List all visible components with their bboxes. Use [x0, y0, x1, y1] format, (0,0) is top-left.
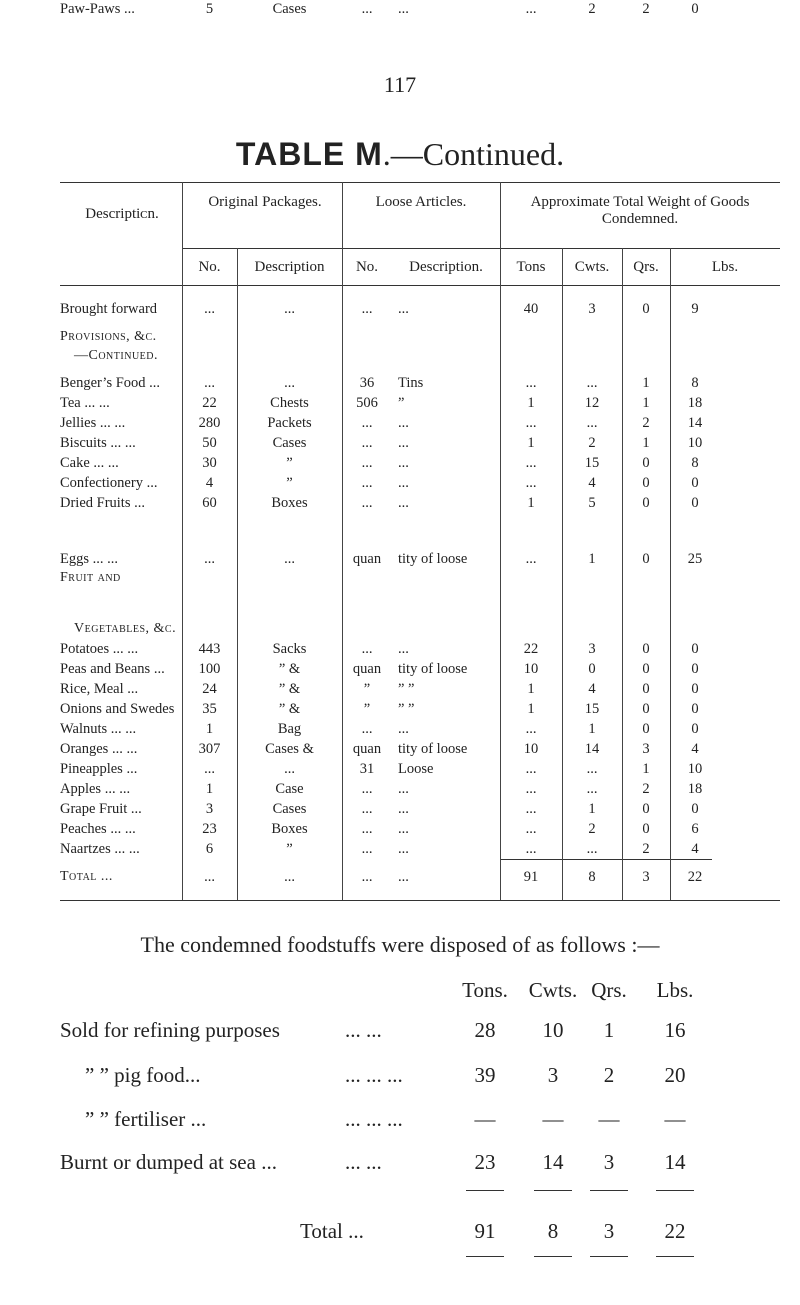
disposal-sum-rule	[656, 1190, 694, 1191]
table-cell-pdesc: Boxes	[271, 495, 308, 511]
table-cell-ldesc: ...	[398, 721, 409, 737]
table-cell-pno: 6	[205, 841, 214, 857]
table-cell-qrs: 2	[642, 781, 650, 797]
table-row-description: Tea ... ...	[60, 395, 110, 411]
table-cell-ldesc: Loose	[398, 761, 434, 777]
table-cell-pdesc: ”	[286, 455, 293, 471]
disposal-value: 39	[474, 1063, 496, 1087]
total-cell-ldesc: ...	[398, 869, 409, 885]
table-cell-cwts: 4	[588, 681, 596, 697]
section-heading: Provisions, &c.	[60, 329, 157, 344]
disposal-total-value: 8	[547, 1219, 559, 1243]
table-row-description: Pineapples ...	[60, 761, 138, 777]
table-top-rule	[60, 182, 780, 183]
table-cell-tons: 1	[527, 435, 535, 451]
table-cell-ldesc: ” ”	[398, 681, 415, 697]
table-cell-pno: 5	[205, 1, 214, 17]
table-row-description: Biscuits ... ...	[60, 435, 136, 451]
table-cell-cwts: 4	[588, 475, 596, 491]
table-row-description: Apples ... ...	[60, 781, 131, 797]
table-cell-lbs: 8	[691, 455, 699, 471]
table-cell-pdesc: ”	[286, 841, 293, 857]
table-cell-qrs: 0	[642, 475, 650, 491]
table-cell-tons: ...	[525, 761, 537, 777]
table-cell-pno: ...	[204, 551, 215, 567]
table-cell-tons: 22	[523, 641, 539, 657]
table-cell-lno: 31	[359, 761, 375, 777]
header-group-rule	[182, 248, 780, 249]
table-row-description: Walnuts ... ...	[60, 721, 137, 737]
table-cell-pdesc: ...	[284, 301, 295, 317]
disposal-sum-rule	[590, 1190, 628, 1191]
table-cell-ldesc: ...	[398, 641, 409, 657]
table-cell-tons: 1	[527, 395, 535, 411]
table-cell-cwts: ...	[586, 841, 598, 857]
page-number: 117	[383, 72, 417, 97]
table-row-description: Eggs ... ...	[60, 551, 118, 567]
table-cell-pdesc: ” &	[278, 701, 301, 717]
table-cell-lno: ...	[361, 455, 373, 471]
table-cell-lbs: 25	[687, 551, 703, 567]
total-cell-qrs: 3	[642, 869, 650, 885]
table-cell-tons: ...	[525, 1, 537, 17]
table-cell-lno: ...	[361, 1, 373, 17]
disposal-row-leader: ... ...	[345, 1150, 382, 1174]
disposal-value: 16	[664, 1018, 686, 1042]
table-cell-cwts: 2	[588, 821, 596, 837]
table-cell-lno: 36	[359, 375, 375, 391]
disposal-value: 10	[542, 1018, 564, 1042]
disposal-value: 3	[603, 1150, 615, 1174]
subheader-loose-description: Description.	[409, 259, 483, 275]
disposal-row-label: ” ” fertiliser ...	[85, 1107, 207, 1131]
table-cell-lno: ...	[361, 415, 373, 431]
table-cell-lbs: 0	[691, 661, 699, 677]
table-cell-lbs: 0	[691, 1, 699, 17]
table-cell-pdesc: Bag	[277, 721, 302, 737]
table-cell-pdesc: Boxes	[271, 821, 308, 837]
table-cell-tons: ...	[525, 415, 537, 431]
table-cell-lbs: 10	[687, 435, 703, 451]
table-cell-pdesc: Cases	[272, 801, 307, 817]
table-cell-qrs: 1	[642, 435, 650, 451]
table-cell-cwts: 0	[588, 661, 596, 677]
table-row-description: Paw-Paws ...	[60, 1, 135, 17]
table-cell-cwts: 14	[584, 741, 600, 757]
table-cell-cwts: 12	[584, 395, 600, 411]
disposal-row-leader: ... ... ...	[345, 1107, 403, 1131]
table-cell-pno: 1	[205, 721, 214, 737]
table-cell-ldesc: tity of loose	[398, 661, 468, 677]
table-cell-cwts: 2	[588, 435, 596, 451]
table-cell-lno: ”	[363, 681, 371, 697]
table-cell-qrs: 0	[642, 641, 650, 657]
disposal-value: 1	[603, 1018, 615, 1042]
table-cell-lbs: 6	[691, 821, 699, 837]
table-cell-lno: quan	[352, 741, 382, 757]
table-cell-pno: 280	[198, 415, 221, 431]
table-cell-tons: 1	[527, 701, 535, 717]
table-cell-pdesc: ”	[286, 475, 293, 491]
table-cell-ldesc: ...	[398, 301, 409, 317]
table-cell-lno: ...	[361, 495, 373, 511]
disposal-total-rule	[590, 1256, 628, 1257]
subheader-loose-no: No.	[355, 259, 379, 275]
table-cell-tons: ...	[525, 551, 537, 567]
table-cell-qrs: 0	[642, 495, 650, 511]
total-cell-cwts: 8	[588, 869, 596, 885]
table-cell-ldesc: ”	[398, 395, 405, 411]
disposal-value: —	[474, 1107, 496, 1131]
table-cell-pdesc: ...	[284, 551, 295, 567]
table-cell-tons: ...	[525, 801, 537, 817]
table-cell-ldesc: ” ”	[398, 701, 415, 717]
table-cell-qrs: 0	[642, 721, 650, 737]
table-cell-ldesc: ...	[398, 475, 409, 491]
table-row-description: Benger’s Food ...	[60, 375, 161, 391]
subheader-lbs: Lbs.	[711, 259, 739, 275]
table-cell-lbs: 8	[691, 375, 699, 391]
table-cell-pdesc: Cases	[272, 435, 307, 451]
table-cell-qrs: 1	[642, 761, 650, 777]
table-cell-tons: ...	[525, 841, 537, 857]
table-cell-pno: 22	[202, 395, 217, 411]
table-cell-qrs: 2	[642, 415, 650, 431]
table-row-description: Potatoes ... ...	[60, 641, 139, 657]
disposal-value: 14	[542, 1150, 564, 1174]
table-cell-ldesc: ...	[398, 801, 409, 817]
table-cell-lbs: 0	[691, 475, 699, 491]
table-cell-lno: quan	[352, 551, 382, 567]
table-cell-lbs: 4	[691, 841, 699, 857]
title-table-id: TABLE M	[235, 136, 383, 172]
table-cell-pno: 30	[202, 455, 217, 471]
table-cell-qrs: 0	[642, 681, 650, 697]
table-cell-lbs: 0	[691, 721, 699, 737]
table-cell-cwts: ...	[586, 415, 598, 431]
table-cell-pdesc: Cases	[272, 1, 307, 17]
table-cell-cwts: 15	[584, 701, 600, 717]
disposal-total-value: 22	[664, 1219, 686, 1243]
table-cell-lbs: 0	[691, 801, 699, 817]
table-cell-pdesc: Sacks	[272, 641, 307, 657]
table-cell-ldesc: ...	[398, 781, 409, 797]
table-cell-lbs: 18	[687, 781, 703, 797]
table-cell-tons: ...	[525, 375, 537, 391]
table-cell-tons: ...	[525, 781, 537, 797]
disposal-column-header: Lbs.	[656, 978, 694, 1002]
table-row-description: Oranges ... ...	[60, 741, 138, 757]
table-cell-tons: 10	[523, 741, 539, 757]
table-cell-lno: ...	[361, 301, 373, 317]
subheader-tons: Tons	[516, 259, 546, 275]
table-cell-pdesc: Case	[275, 781, 304, 797]
table-cell-ldesc: ...	[398, 495, 409, 511]
table-cell-qrs: 0	[642, 701, 650, 717]
disposal-row-leader: ... ... ...	[345, 1063, 403, 1087]
table-row-description: Naartzes ... ...	[60, 841, 140, 857]
table-cell-cwts: 5	[588, 495, 596, 511]
table-cell-tons: 40	[523, 301, 539, 317]
table-cell-cwts: 1	[588, 801, 596, 817]
disposal-value: —	[664, 1107, 686, 1131]
table-cell-pno: 60	[202, 495, 217, 511]
table-cell-lno: ...	[361, 821, 373, 837]
table-cell-qrs: 2	[642, 841, 650, 857]
table-cell-ldesc: ...	[398, 455, 409, 471]
disposal-column-header: Cwts.	[528, 978, 578, 1002]
disposal-total-label: Total ...	[300, 1219, 364, 1243]
total-cell-tons: 91	[523, 869, 539, 885]
table-cell-qrs: 0	[642, 821, 650, 837]
table-cell-pno: 100	[198, 661, 221, 677]
table-row-description: Peas and Beans ...	[60, 661, 165, 677]
table-cell-lbs: 18	[687, 395, 703, 411]
table-cell-qrs: 1	[642, 375, 650, 391]
table-cell-cwts: 15	[584, 455, 600, 471]
table-cell-pdesc: ” &	[278, 661, 301, 677]
table-cell-qrs: 0	[642, 301, 650, 317]
table-row-description: Grape Fruit ...	[60, 801, 142, 817]
table-cell-cwts: 3	[588, 641, 596, 657]
table-cell-lbs: 4	[691, 741, 699, 757]
table-cell-tons: ...	[525, 721, 537, 737]
disposal-total-value: 91	[474, 1219, 496, 1243]
table-cell-cwts: 3	[588, 301, 596, 317]
table-cell-lbs: 0	[691, 681, 699, 697]
table-cell-ldesc: tity of loose	[398, 551, 468, 567]
table-row-description: Rice, Meal ...	[60, 681, 139, 697]
title-suffix: .—Continued.	[382, 136, 565, 172]
subheader-package-description: Description	[254, 259, 325, 275]
table-cell-pno: 4	[205, 475, 214, 491]
table-row-description: Jellies ... ...	[60, 415, 126, 431]
table-row-description: Confectionery ...	[60, 475, 158, 491]
header-description: Descriptiᴄn.	[85, 206, 159, 222]
header-original-packages: Original Packages.	[208, 194, 322, 210]
table-cell-pdesc: ...	[284, 375, 295, 391]
table-cell-lbs: 0	[691, 495, 699, 511]
table-cell-tons: ...	[525, 821, 537, 837]
header-loose-articles: Loose Articles.	[375, 194, 467, 210]
table-cell-pno: 1	[205, 781, 214, 797]
disposal-value: —	[542, 1107, 564, 1131]
table-cell-pno: ...	[204, 761, 215, 777]
table-cell-pno: ...	[204, 301, 215, 317]
table-cell-pdesc: Chests	[270, 395, 309, 411]
table-cell-lbs: 14	[687, 415, 703, 431]
table-cell-qrs: 0	[642, 661, 650, 677]
subheader-cwts: Cwts.	[574, 259, 610, 275]
disposal-row-label: Sold for refining purposes	[60, 1018, 280, 1042]
table-cell-lno: ”	[363, 701, 371, 717]
disposal-value: 14	[664, 1150, 686, 1174]
table-cell-pno: 24	[202, 681, 217, 697]
table-row-description: Dried Fruits ...	[60, 495, 145, 511]
table-cell-lno: ...	[361, 781, 373, 797]
total-cell-lbs: 22	[687, 869, 703, 885]
disposal-value: —	[598, 1107, 620, 1131]
table-cell-lno: ...	[361, 641, 373, 657]
table-cell-tons: ...	[525, 475, 537, 491]
total-cell-pno: ...	[204, 869, 215, 885]
table-cell-ldesc: ...	[398, 435, 409, 451]
disposal-sum-rule	[466, 1190, 504, 1191]
table-row-description: Onions and Swedes	[60, 701, 175, 717]
disposal-value: 20	[664, 1063, 686, 1087]
table-cell-cwts: ...	[586, 761, 598, 777]
table-cell-ldesc: ...	[398, 415, 409, 431]
table-bottom-rule	[60, 900, 780, 901]
table-cell-cwts: 1	[588, 551, 596, 567]
disposal-total-rule	[656, 1256, 694, 1257]
table-cell-cwts: 2	[588, 1, 596, 17]
table-cell-pdesc: Cases &	[265, 741, 314, 757]
table-cell-lno: quan	[352, 661, 382, 677]
table-row-description: Brought forward	[60, 301, 158, 317]
table-cell-qrs: 0	[642, 801, 650, 817]
table-cell-pno: ...	[204, 375, 215, 391]
disposal-column-header: Qrs.	[591, 978, 627, 1002]
table-cell-pno: 307	[198, 741, 221, 757]
table-cell-ldesc: ...	[398, 1, 409, 17]
disposal-sum-rule	[534, 1190, 572, 1191]
table-cell-pno: 3	[205, 801, 214, 817]
disposal-value: 28	[474, 1018, 496, 1042]
disposal-total-rule	[534, 1256, 572, 1257]
subheader-qrs: Qrs.	[633, 259, 659, 275]
table-cell-qrs: 1	[642, 395, 650, 411]
table-cell-qrs: 2	[642, 1, 650, 17]
table-cell-lno: 506	[356, 395, 378, 411]
table-row-description: Cake ... ...	[60, 455, 119, 471]
subheader-package-no: No.	[198, 259, 221, 275]
disposal-value: 23	[474, 1150, 496, 1174]
table-cell-lno: ...	[361, 475, 373, 491]
table-cell-ldesc: tity of loose	[398, 741, 468, 757]
table-cell-qrs: 3	[642, 741, 650, 757]
section-heading-continued: —Continued.	[74, 348, 158, 363]
table-cell-pdesc: ” &	[278, 681, 301, 697]
total-top-rule	[500, 859, 712, 860]
table-cell-ldesc: ...	[398, 841, 409, 857]
table-cell-tons: 1	[527, 681, 535, 697]
section-heading-continued: Vegetables, &c.	[74, 621, 177, 636]
total-cell-lno: ...	[361, 869, 373, 885]
table-cell-tons: ...	[525, 455, 537, 471]
table-cell-pno: 50	[202, 435, 217, 451]
table-cell-tons: 10	[523, 661, 539, 677]
table-cell-ldesc: Tins	[398, 375, 424, 391]
disposal-value: 2	[603, 1063, 615, 1087]
header-approx-weight: Approximate Total Weight of Goods Condemned.	[530, 194, 750, 227]
table-cell-pno: 35	[202, 701, 217, 717]
table-cell-lno: ...	[361, 801, 373, 817]
disposal-column-header: Tons.	[462, 978, 508, 1002]
table-cell-lbs: 9	[691, 301, 699, 317]
table-cell-qrs: 0	[642, 551, 650, 567]
disposal-value: 3	[547, 1063, 559, 1087]
table-cell-lno: ...	[361, 841, 373, 857]
table-cell-cwts: 1	[588, 721, 596, 737]
table-cell-lbs: 0	[691, 701, 699, 717]
table-cell-cwts: ...	[586, 375, 598, 391]
table-cell-ldesc: ...	[398, 821, 409, 837]
disposal-intro: The condemned foodstuffs were disposed of as follows :—	[140, 932, 660, 957]
disposal-total-rule	[466, 1256, 504, 1257]
table-cell-lno: ...	[361, 721, 373, 737]
disposal-row-leader: ... ...	[345, 1018, 382, 1042]
table-cell-lbs: 0	[691, 641, 699, 657]
header-bottom-rule	[60, 285, 780, 286]
table-cell-cwts: ...	[586, 781, 598, 797]
table-cell-lno: ...	[361, 435, 373, 451]
table-cell-tons: 1	[527, 495, 535, 511]
table-cell-qrs: 0	[642, 455, 650, 471]
table-cell-pdesc: Packets	[267, 415, 312, 431]
table-cell-pdesc: ...	[284, 761, 295, 777]
disposal-row-label: ” ” pig food...	[85, 1063, 201, 1087]
table-cell-lbs: 10	[687, 761, 703, 777]
section-heading: Fruit and	[60, 570, 121, 585]
total-label: Total ...	[60, 869, 113, 884]
disposal-total-value: 3	[603, 1219, 615, 1243]
disposal-row-label: Burnt or dumped at sea ...	[60, 1150, 277, 1174]
total-cell-pdesc: ...	[284, 869, 295, 885]
table-row-description: Peaches ... ...	[60, 821, 136, 837]
table-cell-pno: 443	[198, 641, 221, 657]
table-cell-pno: 23	[202, 821, 217, 837]
